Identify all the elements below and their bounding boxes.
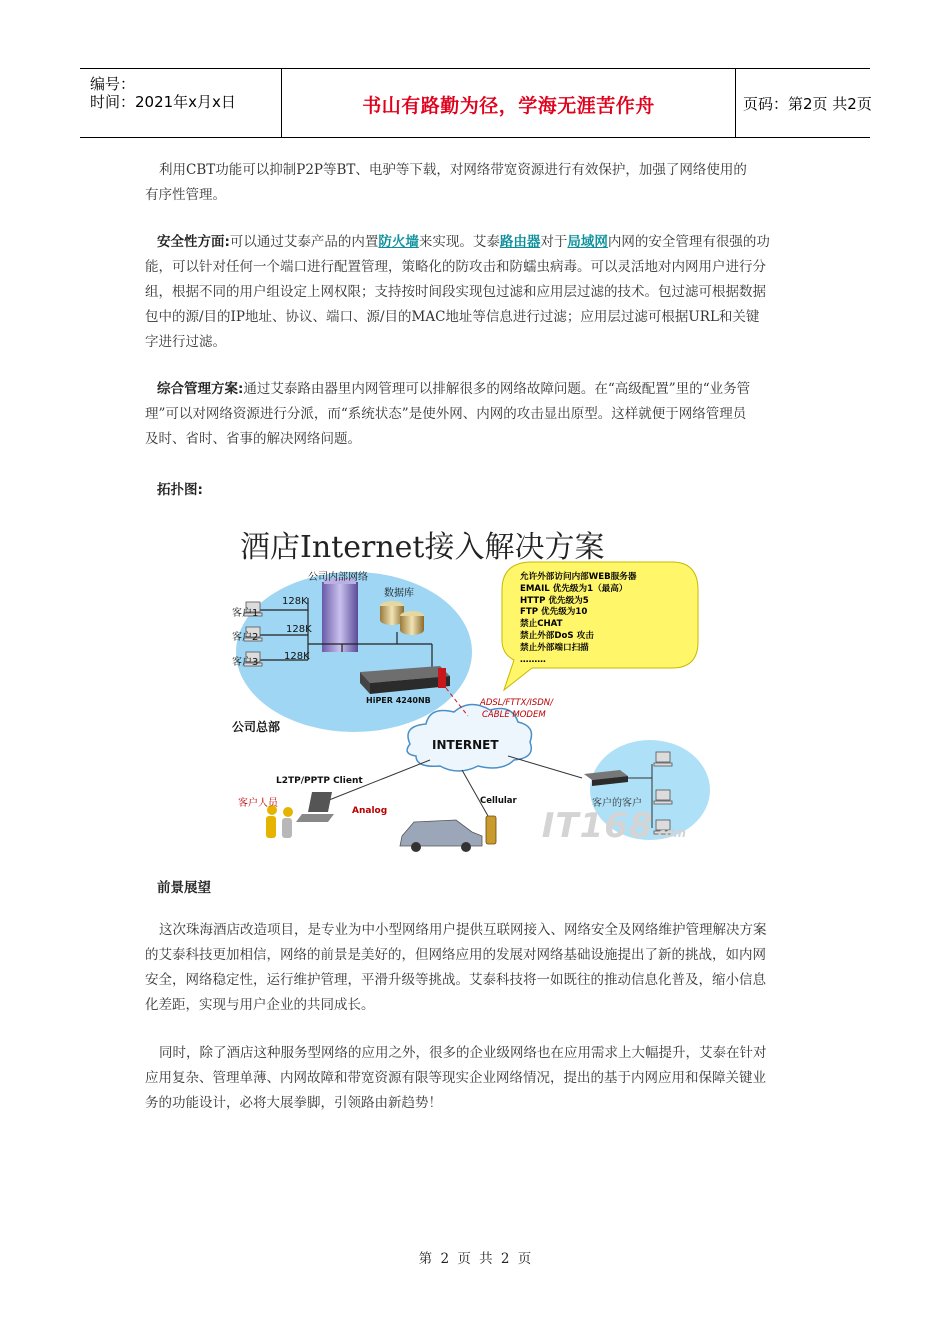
document-time-label: 时间：2021年x月x日: [90, 93, 236, 111]
text-line: 的艾泰科技更加相信，网络的前景是美好的，但网络应用的发展对网络基础设施提出了新的挑战，如内网: [145, 947, 766, 963]
policy-item: ………: [520, 654, 546, 665]
policy-item: 允许外部访问内部WEB服务器: [520, 572, 637, 582]
policy-item: 禁止CHAT: [520, 619, 563, 630]
header-motto: 书山有路勤为径，学海无涯苦作舟: [362, 95, 655, 117]
paragraph-security: [145, 230, 807, 355]
text-line: 这次珠海酒店改造项目，是专业为中小型网络用户提供互联网接入、网络安全及网络维护管理解决方案: [159, 922, 767, 938]
outlook-heading: 前景展望: [157, 880, 211, 896]
access-type-label: ADSL/FTTX/ISDN/: [480, 698, 553, 708]
lan-link[interactable]: 局域网: [567, 234, 608, 250]
text-fragment: 通过艾泰路由器里内网管理可以排解很多的网络故障问题。在“高级配置”里的“业务管: [243, 381, 751, 397]
text-line: 化差距，实现与用户企业的共同成长。: [145, 997, 375, 1013]
server-icon: [322, 582, 358, 652]
text-line: 能，可以针对任何一个端口进行配置管理，策略化的防攻击和防蠕虫病毒。可以灵活地对内网用户进行分: [145, 259, 766, 275]
access-type-label: CABLE MODEM: [482, 710, 546, 720]
text-fragment: 可以通过艾泰产品的内置: [229, 234, 379, 250]
policy-item: 禁止外部端口扫描: [520, 642, 589, 653]
internet-label: INTERNET: [432, 738, 499, 752]
people-icon: [266, 805, 293, 838]
policy-item: EMAIL 优先级为1（最高）: [520, 583, 628, 594]
text-line: 字进行过滤。: [145, 334, 226, 350]
text-fragment: 对于: [540, 234, 568, 250]
paragraph-management: [145, 377, 807, 452]
topology-diagram: [232, 520, 714, 860]
text-line: 理”可以对网络资源进行分派，而“系统状态”是使外网、内网的攻击显出原型。这样就便于网络管理员: [145, 406, 747, 422]
text-line: 组，根据不同的用户组设定上网权限；支持按时间段实现包过滤和应用层过滤的技术。包过滤可根据数据: [145, 284, 766, 300]
text-line: 包中的源/目的IP地址、协议、端口、源/目的MAC地址等信息进行过滤；应用层过滤可根据URL和关键: [145, 309, 760, 325]
text-line: 同时，除了酒店这种服务型网络的应用之外，很多的企业级网络也在应用需求上大幅提升，艾泰在针对: [159, 1045, 767, 1061]
staff-label: 客户人员: [238, 798, 278, 809]
policy-item: FTP 优先级为10: [520, 607, 588, 618]
bandwidth-label: 128K: [282, 596, 308, 607]
bandwidth-label: 128K: [286, 624, 312, 635]
firewall-link[interactable]: 防火墙: [378, 234, 419, 250]
branch-label: 客户的客户: [592, 798, 642, 809]
paragraph-cbt: [145, 158, 807, 208]
text-line: [145, 377, 807, 402]
client-label: 客户2: [232, 632, 259, 643]
header-page-number: 页码：第2页 共2页: [743, 95, 872, 113]
client-label: 客户1: [232, 608, 259, 619]
db-label: 数据库: [384, 588, 414, 599]
laptop-icon: [296, 792, 334, 822]
router-link[interactable]: 路由器: [499, 234, 541, 250]
security-label: 安全性方面:: [157, 234, 230, 250]
header-motto-cell: [281, 69, 736, 137]
policy-item: HTTP 优先级为5: [520, 595, 589, 606]
car-icon: [400, 820, 482, 852]
watermark: [542, 806, 686, 846]
bandwidth-label: 128K: [284, 651, 310, 662]
management-label: 综合管理方案:: [157, 381, 244, 397]
cellular-label: Cellular: [480, 796, 517, 806]
text-line: 利用CBT功能可以抑制P2P等BT、电驴等下载，对网络带宽资源进行有效保护，加强了网络使用的: [159, 162, 747, 178]
header-page-cell: [735, 69, 870, 137]
diagram-title: 酒店Internet接入解决方案: [240, 530, 605, 565]
document-number-label: 编号：: [90, 75, 136, 93]
watermark-suffix: .com: [653, 826, 686, 840]
paragraph-outlook: [145, 918, 807, 1018]
policy-item: 禁止外部DoS 攻击: [520, 630, 594, 641]
topology-heading: 拓扑图:: [157, 482, 203, 498]
text-line: 及时、省时、省事的解决网络问题。: [145, 431, 361, 447]
header-meta-cell: [80, 69, 281, 137]
text-line: 务的功能设计，必将大展拳脚，引领路由新趋势！: [145, 1095, 442, 1111]
text-line: 应用复杂、管理单薄、内网故障和带宽资源有限等现实企业网络情况，提出的基于内网应用和保障关键业: [145, 1070, 766, 1086]
router-model-label: HiPER 4240NB: [366, 696, 431, 705]
headquarters-label: 公司总部: [232, 720, 281, 734]
text-line: 有序性管理。: [145, 187, 226, 203]
text-line: 安全，网络稳定性，运行维护管理，平滑升级等挑战。艾泰科技将一如既往的推动信息化普及，缩小信息: [145, 972, 766, 988]
text-fragment: 来实现。艾泰: [418, 234, 500, 250]
policy-list: [520, 572, 636, 666]
vpn-client-label: L2TP/PPTP Client: [276, 776, 363, 786]
watermark-text: IT168: [541, 806, 654, 846]
text-line: [145, 230, 807, 255]
page-header: [80, 68, 870, 138]
page-footer: 第 2 页 共 2 页: [418, 1251, 532, 1267]
paragraph-enterprise: [145, 1041, 807, 1116]
lan-label: 公司内部网络: [308, 572, 368, 583]
analog-label: Analog: [352, 806, 388, 816]
client-label: 客户3: [232, 657, 259, 668]
cellphone-icon: [486, 816, 496, 844]
text-fragment: 内网的安全管理有很强的功: [607, 234, 770, 250]
